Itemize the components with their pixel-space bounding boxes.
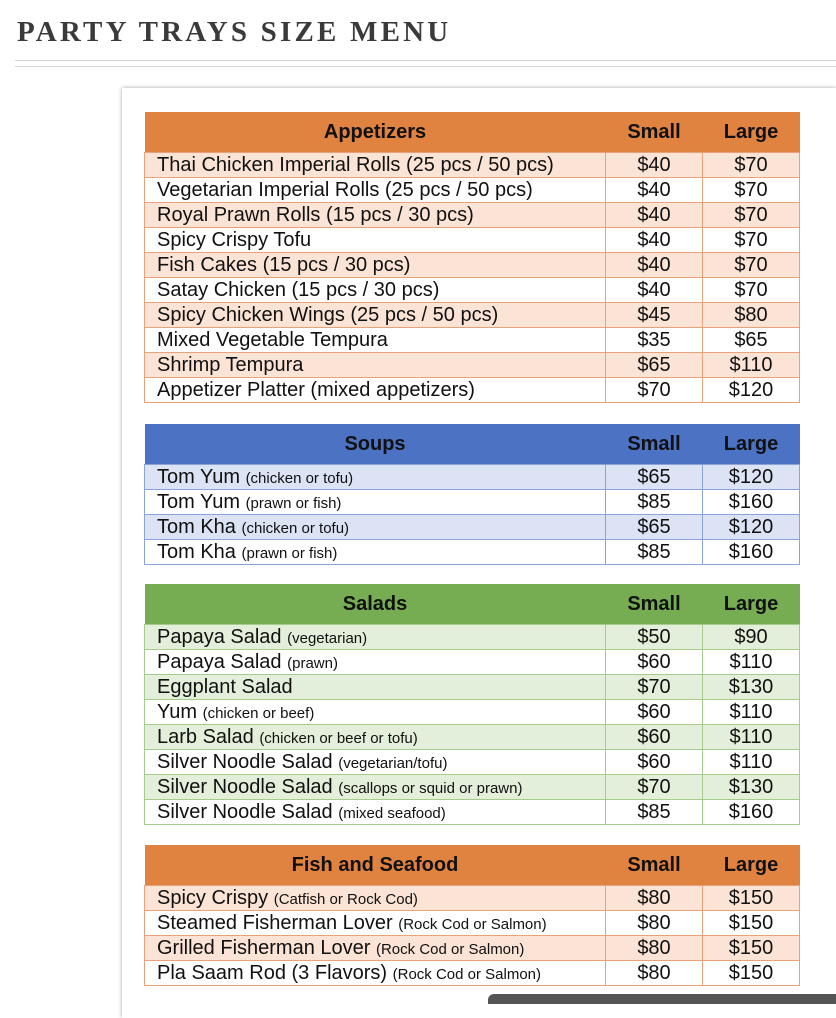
item-name: Tom Yum [157,490,240,513]
item-name: Spicy Crispy [157,886,269,909]
small-price: $45 [606,303,703,328]
item-name-cell [145,961,606,986]
small-price: $80 [606,936,703,961]
large-price: $80 [703,303,800,328]
large-price: $110 [703,700,800,725]
menu-item-row [145,775,800,800]
salads-header-row [145,584,800,625]
menu-item-row [145,465,800,490]
large-price: $110 [703,353,800,378]
large-price: $120 [703,465,800,490]
large-price: $110 [703,725,800,750]
large-price: $70 [703,203,800,228]
menu-item-row [145,303,800,328]
large-price: $150 [703,886,800,911]
small-price: $40 [606,203,703,228]
large-column-header: Large [703,845,800,886]
item-name: Tom Kha [157,515,236,538]
item-name: Steamed Fisherman Lover [157,911,393,934]
menu-item-row [145,675,800,700]
item-name-cell [145,911,606,936]
small-price: $60 [606,750,703,775]
small-price: $80 [606,886,703,911]
item-name-cell [145,490,606,515]
item-note: (vegetarian/tofu) [338,754,448,772]
fish-and-seafood-header-row [145,845,800,886]
small-price: $60 [606,700,703,725]
menu-item-row [145,961,800,986]
soups-header-row [145,424,800,465]
item-name: Mixed Vegetable Tempura [157,328,388,351]
item-name: Silver Noodle Salad [157,775,333,798]
large-price: $70 [703,278,800,303]
item-name: Tom Kha [157,540,236,563]
menu-item-row [145,650,800,675]
item-name-cell [145,625,606,650]
small-price: $60 [606,725,703,750]
large-price: $70 [703,228,800,253]
item-name-cell [145,540,606,565]
item-name-cell [145,675,606,700]
appetizers-header-row [145,112,800,153]
menu-item-row [145,153,800,178]
menu-item-row [145,936,800,961]
item-name: Spicy Crispy Tofu [157,228,312,251]
item-name: Grilled Fisherman Lover [157,936,371,959]
item-name: Eggplant Salad [157,675,293,698]
small-column-header: Small [606,424,703,465]
large-price: $150 [703,961,800,986]
menu-item-row [145,203,800,228]
large-price: $150 [703,936,800,961]
small-price: $50 [606,625,703,650]
menu-item-row [145,353,800,378]
item-name-cell [145,328,606,353]
large-price: $110 [703,750,800,775]
item-note: (mixed seafood) [338,804,446,822]
menu-item-row [145,228,800,253]
large-price: $90 [703,625,800,650]
small-price: $70 [606,378,703,403]
item-name-cell [145,278,606,303]
item-note: (Rock Cod or Salmon) [375,940,525,958]
menu-item-row [145,800,800,825]
menu-item-row [145,886,800,911]
item-name: Silver Noodle Salad [157,750,333,773]
fish-and-seafood-table [144,845,800,986]
small-price: $60 [606,650,703,675]
item-note: (chicken or beef) [202,704,315,722]
small-column-header: Small [606,584,703,625]
item-name-cell [145,353,606,378]
item-name-cell [145,253,606,278]
item-name: Pla Saam Rod (3 Flavors) [157,961,388,984]
appetizers-table [144,112,800,403]
menu-item-row [145,750,800,775]
item-name-cell [145,725,606,750]
item-name-cell [145,650,606,675]
bottom-overlay-bar [488,994,836,1004]
item-name-cell [145,750,606,775]
small-price: $70 [606,775,703,800]
small-price: $65 [606,353,703,378]
small-price: $40 [606,253,703,278]
small-price: $65 [606,465,703,490]
page-title: PARTY TRAYS SIZE MENU [17,16,452,48]
large-price: $65 [703,328,800,353]
small-price: $70 [606,675,703,700]
item-name-cell [145,465,606,490]
soups-table [144,424,800,565]
small-column-header: Small [606,845,703,886]
heading-divider [15,60,836,67]
item-name-cell [145,515,606,540]
item-name: Vegetarian Imperial Rolls (25 pcs / 50 pcs) [157,178,533,201]
item-name-cell [145,378,606,403]
menu-item-row [145,378,800,403]
item-name-cell [145,178,606,203]
small-price: $85 [606,490,703,515]
small-price: $80 [606,961,703,986]
item-name-cell [145,800,606,825]
small-price: $40 [606,153,703,178]
item-note: (Rock Cod or Salmon) [398,915,547,933]
item-note: (Catfish or Rock Cod) [273,890,418,908]
menu-item-row [145,328,800,353]
menu-item-row [145,253,800,278]
large-price: $110 [703,650,800,675]
item-name-cell [145,303,606,328]
large-price: $70 [703,253,800,278]
small-price: $40 [606,178,703,203]
section-title: Salads [145,584,606,625]
menu-item-row [145,490,800,515]
section-title: Soups [145,424,606,465]
item-name-cell [145,153,606,178]
item-name: Larb Salad [157,725,254,748]
item-name: Papaya Salad [157,650,282,673]
menu-item-row [145,515,800,540]
item-note: (chicken or tofu) [241,519,350,537]
small-price: $85 [606,540,703,565]
large-price: $120 [703,378,800,403]
large-price: $160 [703,490,800,515]
item-note: (scallops or squid or prawn) [338,779,523,797]
item-note: (prawn or fish) [241,544,338,562]
large-column-header: Large [703,112,800,153]
item-name: Thai Chicken Imperial Rolls (25 pcs / 50 pcs) [157,153,554,176]
menu-item-row [145,625,800,650]
large-column-header: Large [703,424,800,465]
small-price: $85 [606,800,703,825]
item-name-cell [145,936,606,961]
item-note: (chicken or beef or tofu) [259,729,418,747]
item-note: (prawn or fish) [245,494,342,512]
small-price: $65 [606,515,703,540]
large-price: $120 [703,515,800,540]
large-price: $70 [703,178,800,203]
small-price: $40 [606,228,703,253]
menu-item-row [145,725,800,750]
small-column-header: Small [606,112,703,153]
item-name: Papaya Salad [157,625,282,648]
item-name-cell [145,228,606,253]
item-name: Spicy Chicken Wings (25 pcs / 50 pcs) [157,303,499,326]
item-name: Yum [157,700,198,723]
large-price: $160 [703,800,800,825]
small-price: $35 [606,328,703,353]
item-note: (chicken or tofu) [245,469,354,487]
item-name-cell [145,203,606,228]
item-note: (vegetarian) [287,629,368,647]
item-name: Silver Noodle Salad [157,800,333,823]
item-name: Satay Chicken (15 pcs / 30 pcs) [157,278,440,301]
menu-item-row [145,540,800,565]
large-column-header: Large [703,584,800,625]
item-name: Shrimp Tempura [157,353,304,376]
item-name: Fish Cakes (15 pcs / 30 pcs) [157,253,411,276]
large-price: $70 [703,153,800,178]
menu-item-row [145,700,800,725]
item-name: Royal Prawn Rolls (15 pcs / 30 pcs) [157,203,474,226]
large-price: $130 [703,675,800,700]
item-name-cell [145,886,606,911]
large-price: $130 [703,775,800,800]
item-note: (Rock Cod or Salmon) [392,965,542,983]
item-name-cell [145,775,606,800]
small-price: $80 [606,911,703,936]
small-price: $40 [606,278,703,303]
menu-item-row [145,278,800,303]
item-name: Tom Yum [157,465,240,488]
section-title: Fish and Seafood [145,845,606,886]
item-name-cell [145,700,606,725]
section-title: Appetizers [145,112,606,153]
menu-item-row [145,178,800,203]
salads-table [144,584,800,825]
menu-item-row [145,911,800,936]
item-note: (prawn) [287,654,338,672]
item-name: Appetizer Platter (mixed appetizers) [157,378,475,401]
large-price: $160 [703,540,800,565]
large-price: $150 [703,911,800,936]
